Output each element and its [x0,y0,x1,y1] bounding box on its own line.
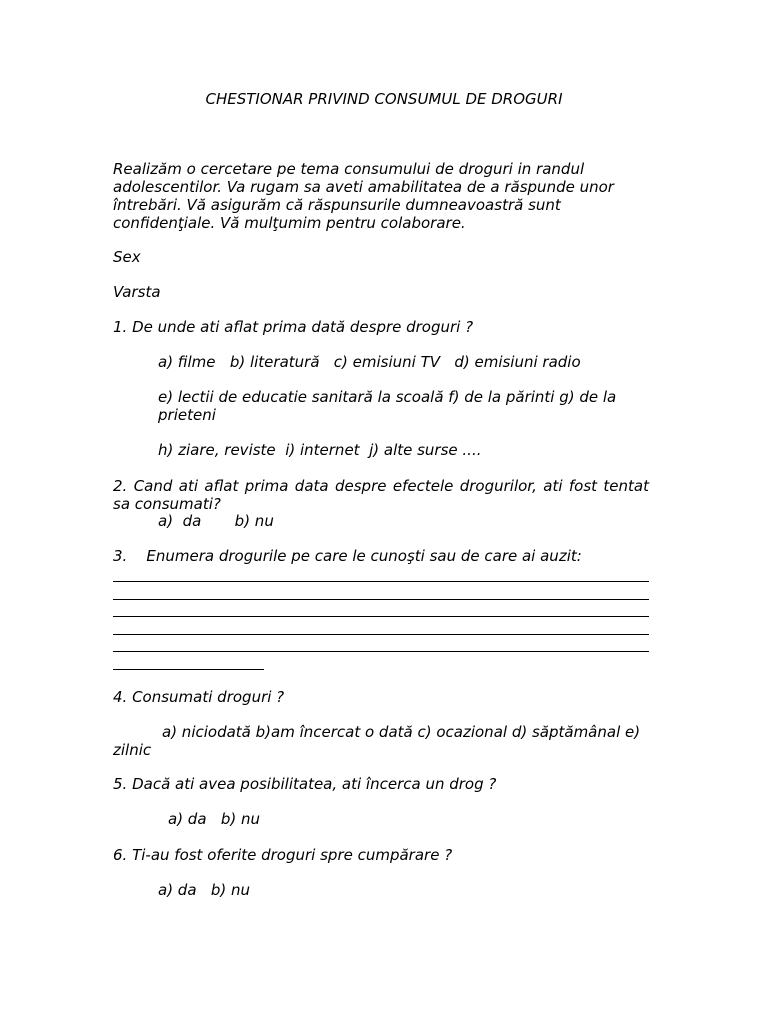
answer-line-2[interactable] [113,599,649,600]
question-1: 1. De unde ati aflat prima dată despre droguri ? [113,318,474,336]
question-2-options: a) da b) nu [158,512,274,530]
intro-paragraph: Realizăm o cercetare pe tema consumului de droguri in randul adolescentilor. Va rugam sa aveti amabilitatea de a răspunde unor întrebări. Vă asigurăm că răspunsurile dumneavoastră sunt confidenţiale. Vă mulţumim pentru colaborare. [113,160,614,232]
question-3: 3. Enumera drogurile pe care le cunoşti sau de care ai auzit: [113,547,582,565]
question-5: 5. Dacă ati avea posibilitatea, ati încerca un drog ? [113,775,497,793]
question-6: 6. Ti-au fost oferite droguri spre cumpărare ? [113,846,453,864]
answer-line-5[interactable] [113,651,649,652]
answer-line-6[interactable] [113,669,264,670]
question-1-options-e-g: e) lectii de educatie sanitară la scoală f) de la părinti g) de la prieteni [158,388,617,424]
answer-line-4[interactable] [113,634,649,635]
question-6-options: a) da b) nu [158,881,250,899]
answer-line-1[interactable] [113,581,649,582]
question-1-options-a-d: a) filme b) literatură c) emisiuni TV d) emisiuni radio [158,353,581,371]
question-1-options-h-j: h) ziare, reviste i) internet j) alte surse .... [158,441,482,459]
question-2: 2. Cand ati aflat prima data despre efectele drogurilor, ati fost tentat sa consumati? [113,477,649,513]
sex-field-label: Sex [113,248,141,266]
question-5-options: a) da b) nu [168,810,260,828]
answer-line-3[interactable] [113,616,649,617]
age-field-label: Varsta [113,283,161,301]
document-title: CHESTIONAR PRIVIND CONSUMUL DE DROGURI [205,90,563,108]
question-4: 4. Consumati droguri ? [113,688,285,706]
question-4-options: a) niciodată b)am încercat o dată c) ocazional d) săptămânal e) zilnic [113,723,641,759]
